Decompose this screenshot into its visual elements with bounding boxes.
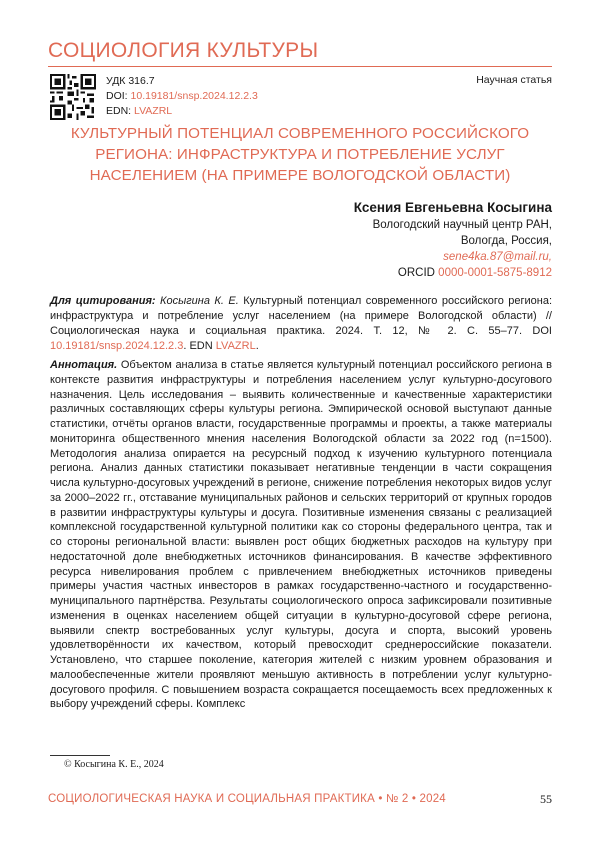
doi-line: [106, 89, 258, 104]
citation-doi-link[interactable]: 10.19181/snsp.2024.12.2.3: [50, 340, 184, 352]
journal-footer: СОЦИОЛОГИЧЕСКАЯ НАУКА И СОЦИАЛЬНАЯ ПРАКТИКА • № 2 • 2024: [48, 793, 446, 805]
header-divider: [48, 66, 552, 67]
author-name: Ксения Евгеньевна Косыгина: [353, 200, 552, 215]
footnote-divider: [50, 755, 110, 756]
edn-line: [106, 104, 258, 119]
author-email[interactable]: sene4ka.87@mail.ru,: [443, 251, 552, 263]
abstract-label: Аннотация.: [50, 359, 118, 371]
qr-code-icon[interactable]: [50, 74, 96, 120]
article-type: Научная статья: [476, 74, 552, 86]
citation-label: Для цитирования:: [50, 295, 156, 307]
article-title: [60, 123, 540, 186]
author-affiliation: Вологодский научный центр РАН,: [372, 219, 552, 231]
title-line: РЕГИОНА: ИНФРАСТРУКТУРА И ПОТРЕБЛЕНИЕ УСЛУГ: [95, 146, 505, 163]
citation-text: Культурный потенциал современного российского региона: инфраструктура и потребление услуг населением (на примере Вологодской области) // Социологическая наука и социальная практика. 2024. Т. 12, № 2. С. 55–77. DOI: [50, 295, 553, 337]
citation-edn-label: . EDN: [183, 340, 213, 352]
doi-link[interactable]: 10.19181/snsp.2024.12.2.3: [130, 90, 258, 102]
citation-block: [50, 294, 552, 354]
article-meta: [106, 74, 258, 119]
citation-edn-link[interactable]: LVAZRL: [215, 340, 256, 352]
abstract-block: [50, 358, 552, 712]
author-block: [354, 198, 552, 281]
title-line: КУЛЬТУРНЫЙ ПОТЕНЦИАЛ СОВРЕМЕННОГО РОССИЙСКОГО: [70, 125, 530, 142]
section-header: СОЦИОЛОГИЯ КУЛЬТУРЫ: [48, 39, 319, 62]
citation-author: Косыгина К. Е.: [160, 295, 239, 307]
author-location: Вологда, Россия,: [460, 235, 552, 247]
orcid-label: ORCID: [397, 267, 435, 279]
page-number: 55: [540, 792, 552, 806]
doi-label: DOI:: [106, 90, 128, 102]
title-line: НАСЕЛЕНИЕМ (НА ПРИМЕРЕ ВОЛОГОДСКОЙ ОБЛАСТИ): [89, 167, 511, 184]
udk-code: УДК 316.7: [106, 75, 155, 87]
copyright-footnote: © Косыгина К. Е., 2024: [64, 759, 164, 770]
orcid-link[interactable]: 0000-0001-5875-8912: [438, 267, 552, 279]
orcid-line: [354, 265, 552, 281]
citation-end: .: [255, 340, 259, 352]
abstract-text: Объектом анализа в статье является культурный потенциал российского региона в контексте развития инфраструктуры и потребления населением услуг культурно-досугового назначения. Цель исследования – выявить количественные и качественные характеристики различных составляющих сферы культуры региона. Эмпирической основой выступают данные статистики, отчёты органов власти, государственные программы и проекты, а также материалы мониторинга общественного мнения населения Вологодской области за 2022 год (n=1500). Методология анализа опирается на ресурсный подход к изучению культурного потенциала региона. Анализ данных статистики показывает негативные тенденции в части сокращения числа культурно-досуговых учреждений в регионе, снижение потребления некоторых видов услуг за 2000–2022 гг., отставание муниципальных районов и сельских территорий от крупных городов в развитии инфраструктуры культуры и досуга. Позитивные изменения связаны с реализацией комплексной государственной культурной политики как со стороны федерального центра, так и со стороны региональной власти: выявлен рост общих бюджетных расходов на культуру при недостаточной доле внебюджетных источников финансирования. В качестве эффективного ресурса нивелирования проблем с привлечением внебюджетных источников приведены примеры участия частных инвесторов в рамках государственно-частного и государственно-муниципального партнёрства. Результаты социологического опроса зафиксировали позитивные изменения в оценках населением общей ситуации в культурно-досуговой сфере региона, выявили спектр востребованных услуг культуры, досуга и спорта, высокий уровень удовлетворённости их качеством, который превосходит среднероссийские показатели. Установлено, что старшее поколение, категория жителей с низким уровнем образования и малообеспеченные жители проявляют меньшую активность в потреблении услуг культурно-досугового профиля. С повышением возраста сокращается посещаемость всех предложенных к выбору учреждений сферы. Комплекс: [50, 359, 552, 711]
edn-label: EDN:: [106, 105, 132, 117]
edn-link[interactable]: LVAZRL: [134, 105, 173, 117]
